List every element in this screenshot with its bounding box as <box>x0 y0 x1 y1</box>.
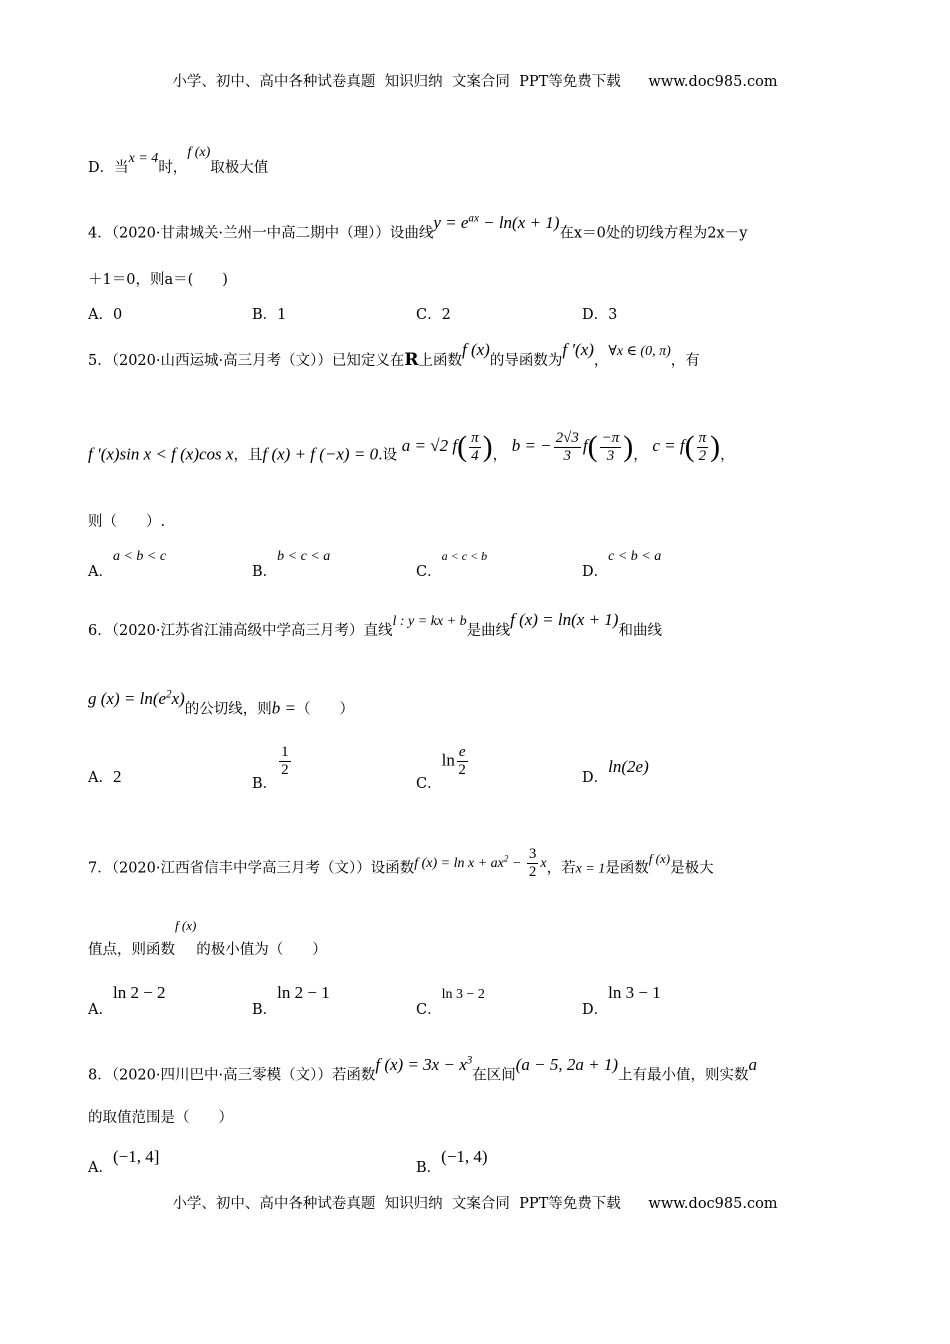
q4-option-c: C．2 <box>416 307 451 323</box>
q6-option-c <box>416 744 470 792</box>
q7-line2-fx: f (x) <box>175 918 197 933</box>
q5-b-prefix: b = − <box>511 436 552 456</box>
q6-option-d-expr: ln(2e) <box>608 757 649 776</box>
q5-b-paren-open: ( <box>587 430 598 464</box>
q6-option-b-frac <box>279 744 291 779</box>
q6-stem-line1 <box>88 610 862 642</box>
q4-curve-rest: − ln(x + 1) <box>478 212 560 232</box>
q5-forall: ∀x ∈ (0, π) <box>608 344 671 359</box>
q7-x1: x = 1 <box>575 861 606 877</box>
q6-option-c-den: 2 <box>458 762 466 778</box>
q6-line-eq: l : y = kx + b <box>392 614 467 629</box>
q5-option-c-label: C． <box>416 564 442 580</box>
q3d-tail: 取极大值 <box>210 160 269 176</box>
q3d-mid: 时， <box>158 160 188 176</box>
q6-stem-line2 <box>88 688 862 720</box>
q6-and: 和曲线 <box>618 623 662 639</box>
q7-option-c-label: C． <box>416 1002 442 1018</box>
q5-real-set: R <box>404 350 419 370</box>
q5-option-d-expr: c < b < a <box>608 549 662 564</box>
q5-fpx: f ′(x) <box>562 340 594 359</box>
q5-a-num: π <box>471 430 479 446</box>
q5-option-b-label: B． <box>252 564 278 580</box>
q5-set: .设 <box>378 447 398 464</box>
q5-option-c <box>416 549 488 581</box>
q5-c-prefix: c = f <box>652 436 685 456</box>
q5-option-a <box>88 549 167 581</box>
q8-stem-line2: 的取值范围是（ ） <box>88 1110 233 1126</box>
q7-option-a <box>88 983 166 1019</box>
q8-number: 8． <box>88 1067 112 1084</box>
q6-g-exp: 2 <box>166 688 172 700</box>
q5-b-num: −π <box>601 430 620 446</box>
q6-option-b-den: 2 <box>281 762 289 778</box>
q7-f-sq: 2 <box>503 853 509 864</box>
q4-stem-line1 <box>88 212 862 244</box>
q5-number: 5． <box>88 353 112 369</box>
q5-option-d <box>582 549 662 581</box>
q4-option-b: B．1 <box>252 307 287 323</box>
q4-number: 4． <box>88 225 112 242</box>
q6-option-a <box>88 766 121 787</box>
q5-c-frac <box>697 430 709 465</box>
q7-tail: 是极大 <box>670 860 714 877</box>
q7-line2b: 的极小值为（ ） <box>196 942 327 958</box>
q5-c-den: 2 <box>698 448 707 464</box>
q5-c-num: π <box>698 430 707 446</box>
q5-stem-a: 上函数 <box>418 353 462 369</box>
q5-then: 则（ ）. <box>88 514 166 530</box>
q5-and: ，且 <box>233 447 263 464</box>
q7-f-minus: − <box>508 855 525 871</box>
q8-option-b <box>416 1147 488 1177</box>
q6-option-c-num: e <box>458 744 466 760</box>
q8-a: a <box>748 1054 758 1074</box>
q8-function <box>375 1055 472 1074</box>
q6-option-b-label: B． <box>252 775 278 792</box>
q5-a-paren-close: ) <box>482 430 493 464</box>
q3-option-d <box>88 145 862 179</box>
q6-g-pre: g (x) = ln(e <box>88 688 167 708</box>
q7-source: （2020·江西省信丰中学高三月考（文））设函数 <box>111 860 415 877</box>
page-footer: 小学、初中、高中各种试卷真题 知识归纳 文案合同 PPT等免费下载 www.doc985.com <box>172 1196 778 1212</box>
q6-paren: （ ） <box>296 701 355 718</box>
q5-stem-c: ，有 <box>670 353 700 369</box>
q8-stem-end: 上有最小值，则实数 <box>618 1067 749 1084</box>
q7-f-pre: f (x) = ln x + ax <box>414 855 504 871</box>
q5-option-b-expr: b < c < a <box>277 549 331 564</box>
q5-stem-b: 的导函数为 <box>489 353 563 369</box>
q7-option-d <box>582 983 661 1019</box>
q6-option-c-frac <box>457 744 468 779</box>
q7-f-den: 2 <box>528 864 537 880</box>
q5-end: ， <box>720 447 735 464</box>
q6-number: 6． <box>88 623 112 639</box>
q5-b-f: f <box>582 436 588 456</box>
q5-b-frac <box>600 430 622 465</box>
q8-option-b-label: B． <box>416 1160 442 1176</box>
page-header: 小学、初中、高中各种试卷真题 知识归纳 文案合同 PPT等免费下载 www.doc985.com <box>172 74 778 90</box>
q5-fx: f (x) <box>462 340 490 359</box>
q8-f-exp: 3 <box>466 1054 473 1066</box>
q4-stem-text: 在x＝0处的切线方程为2x－y <box>559 225 748 242</box>
q7-option-d-expr: ln 3 − 1 <box>608 983 661 1002</box>
q6-g-end: x) <box>171 688 185 708</box>
q5-def-b <box>511 430 634 464</box>
q6-option-c-ln: ln <box>441 750 455 770</box>
q5-option-a-label: A． <box>88 564 113 580</box>
q4-curve-y: y = e <box>433 212 469 232</box>
q5-a-frac <box>469 430 481 465</box>
q5-option-b <box>252 549 331 581</box>
q7-option-b-label: B． <box>252 1002 278 1018</box>
q6-stem-end: 的公切线，则 <box>184 701 272 718</box>
q7-line2a: 值点，则函数 <box>88 942 175 958</box>
q7-option-c <box>416 987 485 1019</box>
q5-sep-2: ， <box>633 447 648 464</box>
q8-source: （2020·四川巴中·高三零模（文））若函数 <box>111 1067 376 1084</box>
q8-interval: (a − 5, 2a + 1) <box>515 1054 619 1074</box>
q6-option-b <box>252 744 293 792</box>
q7-option-c-expr: ln 3 − 2 <box>441 987 485 1002</box>
q8-f-pre: f (x) = 3x − x <box>375 1054 467 1074</box>
q7-option-b-expr: ln 2 − 1 <box>277 983 330 1002</box>
q7-f-x: x <box>540 855 547 871</box>
q5-option-d-label: D． <box>582 564 609 580</box>
q7-option-b <box>252 983 330 1019</box>
q5-odd-condition: f (x) + f (−x) = 0 <box>262 444 379 464</box>
q6-option-b-num: 1 <box>281 744 289 760</box>
q5-c-paren-open: ( <box>684 430 695 464</box>
q8-option-b-expr: (−1, 4) <box>441 1147 488 1166</box>
q6-curve-f: f (x) = ln(x + 1) <box>510 610 619 629</box>
q8-option-a-label: A． <box>88 1160 113 1176</box>
q7-stem-line2 <box>88 918 862 960</box>
q5-comma: ， <box>593 353 609 369</box>
q7-stem-line1 <box>88 846 862 887</box>
q6-source: （2020·江苏省江浦高级中学高三月考）直线 <box>111 623 393 639</box>
q5-b-coef <box>554 430 581 465</box>
q7-option-d-label: D． <box>582 1002 609 1018</box>
q6-b: b = <box>271 698 297 718</box>
q7-mid: 是函数 <box>605 860 649 877</box>
q4-option-d: D．3 <box>582 307 618 323</box>
q6-mid: 是曲线 <box>466 623 511 639</box>
q4-curve <box>433 213 559 232</box>
q6-curve-g <box>88 689 185 708</box>
q3d-function: f (x) <box>187 145 211 160</box>
q3d-condition: x = 4 <box>128 151 159 166</box>
q5-inequality: f ′(x)sin x < f (x)cos x <box>88 444 234 464</box>
q4-curve-exp: ax <box>468 212 479 224</box>
q7-option-a-expr: ln 2 − 2 <box>112 983 166 1002</box>
q6-option-d-label: D． <box>582 770 609 786</box>
q4-source: （2020·甘肃城关·兰州一中高二期中（理））设曲线 <box>111 225 434 242</box>
q5-def-c <box>652 430 721 464</box>
q6-option-c-label: C． <box>416 775 442 792</box>
q4-stem-line2: ＋1＝0，则a＝( ) <box>88 272 228 288</box>
q5-c-paren-close: ) <box>710 430 721 464</box>
q5-a-paren-open: ( <box>457 430 468 464</box>
q8-interval-pre: 在区间 <box>472 1067 516 1084</box>
q5-b-den: 3 <box>606 448 615 464</box>
q5-stem-line2 <box>88 430 862 473</box>
q8-option-a <box>88 1147 160 1177</box>
q5-sep-1: ， <box>492 447 508 464</box>
q8-option-a-expr: (−1, 4] <box>112 1147 160 1166</box>
q5-def-a <box>401 430 493 464</box>
q5-b-coef-num: 2√3 <box>555 430 579 446</box>
q6-option-a-expr: 2 <box>112 767 122 786</box>
q7-f-frac <box>527 846 539 881</box>
q6-option-a-label: A． <box>88 770 113 786</box>
q7-number: 7． <box>88 860 112 877</box>
q5-a-prefix: a = √2 f <box>401 436 458 456</box>
q8-stem-line1 <box>88 1054 862 1086</box>
q3d-label: D．当 <box>88 160 129 176</box>
q5-b-coef-den: 3 <box>563 448 572 464</box>
q7-fx: f (x) <box>648 850 671 866</box>
q7-if: ，若 <box>546 860 576 877</box>
q5-source: （2020·山西运城·高三月考（文））已知定义在 <box>111 353 405 369</box>
q4-option-a: A．0 <box>88 307 123 323</box>
q5-a-den: 4 <box>471 448 479 464</box>
q5-option-c-expr: a < c < b <box>441 549 488 563</box>
q7-f-num: 3 <box>528 846 537 862</box>
q7-option-a-label: A． <box>88 1002 113 1018</box>
q7-function <box>414 846 547 880</box>
q5-b-paren-close: ) <box>623 430 634 464</box>
q5-option-a-expr: a < b < c <box>112 549 167 564</box>
q5-stem-line1 <box>88 340 862 372</box>
q6-option-d <box>582 757 649 787</box>
